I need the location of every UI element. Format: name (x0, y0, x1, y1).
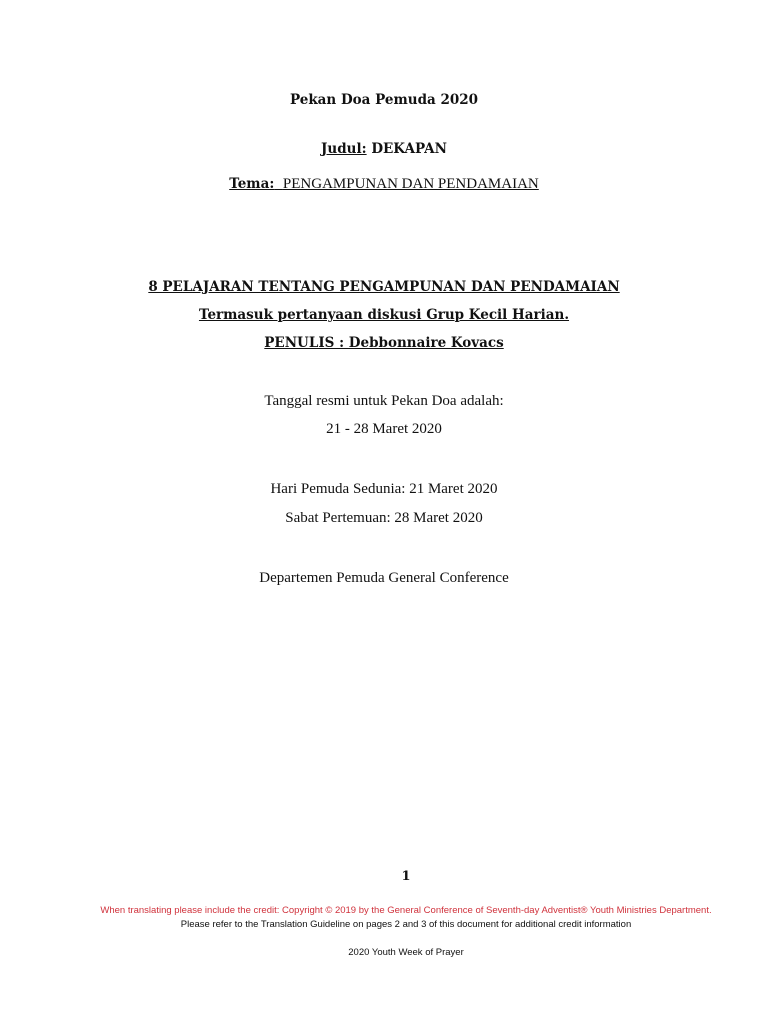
sabbath-date: Sabat Pertemuan: 28 Maret 2020 (285, 510, 483, 526)
author-heading: PENULIS : Debbonnaire Kovacs (264, 335, 504, 351)
judul-value: DEKAPAN (371, 141, 447, 157)
copyright-credit: When translating please include the credit: Copyright © 2019 by the General Conference of Seventh-day Adventist® Youth Ministries Department. (100, 905, 712, 916)
page-number: 1 (401, 869, 411, 884)
tema-label: Tema: (229, 176, 275, 192)
tema-value: PENGAMPUNAN DAN PENDAMAIAN (282, 176, 539, 192)
youth-day: Hari Pemuda Sedunia: 21 Maret 2020 (270, 481, 498, 497)
department: Departemen Pemuda General Conference (259, 570, 509, 586)
includes-heading: Termasuk pertanyaan diskusi Grup Kecil Harian. (198, 307, 570, 323)
judul-label: Judul: (321, 141, 367, 157)
lessons-heading: 8 PELAJARAN TENTANG PENGAMPUNAN DAN PENDAMAIAN (148, 279, 620, 295)
document-title: Pekan Doa Pemuda 2020 (289, 92, 479, 108)
publication-name: 2020 Youth Week of Prayer (348, 947, 464, 958)
tema-line (0, 176, 768, 193)
official-dates-label: Tanggal resmi untuk Pekan Doa adalah: (264, 393, 504, 409)
official-dates-range: 21 - 28 Maret 2020 (326, 421, 442, 437)
translation-guideline: Please refer to the Translation Guideline on pages 2 and 3 of this document for additional credit information (180, 919, 632, 930)
judul-line (0, 141, 768, 157)
